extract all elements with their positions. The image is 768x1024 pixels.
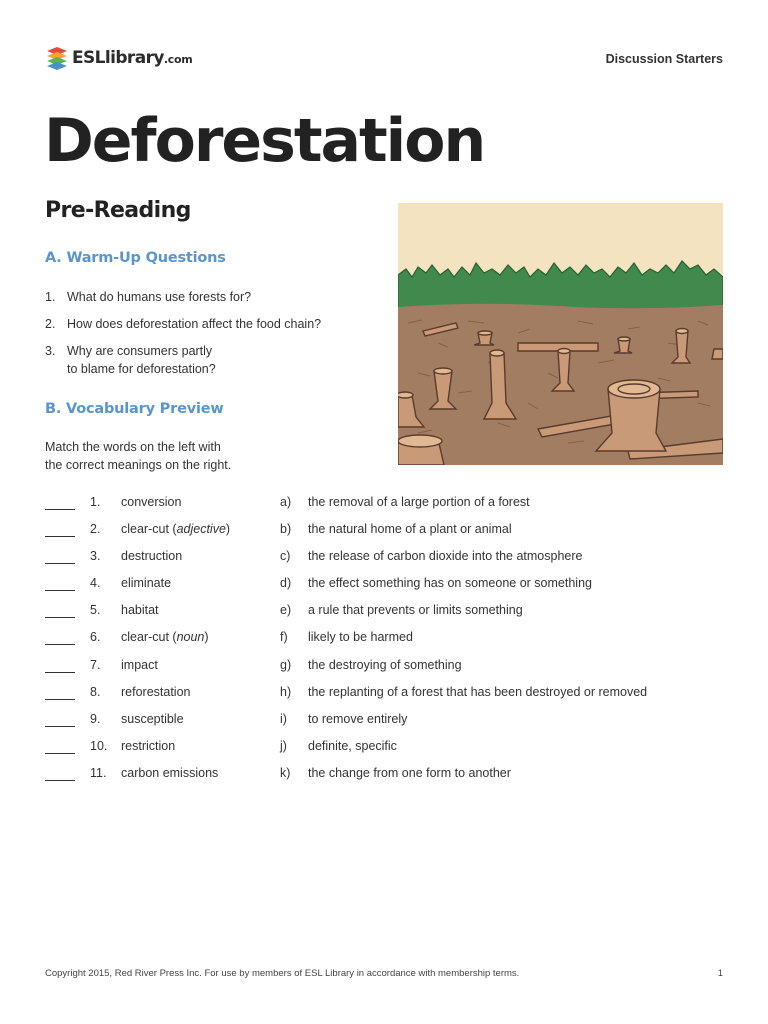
vocab-meaning: the natural home of a plant or animal (308, 522, 512, 537)
logo-wordmark: ESLlibrary.com (72, 48, 193, 68)
question-item: 2. How does deforestation affect the food chain? (45, 317, 322, 331)
answer-blank[interactable] (45, 536, 75, 537)
vocab-meaning: the destroying of something (308, 657, 462, 672)
vocab-word: conversion (121, 495, 182, 509)
vocab-meaning: the change from one form to another (308, 765, 511, 780)
vocab-row: 1. conversion a) the removal of a large portion of a forest (45, 492, 725, 519)
vocab-row: 4. eliminate d) the effect something has on someone or something (45, 573, 725, 600)
answer-blank[interactable] (45, 509, 75, 510)
question-item: 1. What do humans use forests for? (45, 290, 252, 304)
vocab-meaning: a rule that prevents or limits something (308, 603, 523, 618)
vocab-row: 8. reforestation h) the replanting of a forest that has been destroyed or removed (45, 682, 725, 709)
vocab-word: habitat (121, 603, 159, 618)
vocab-meaning: likely to be harmed (308, 630, 413, 645)
answer-blank[interactable] (45, 726, 75, 727)
vocab-word: eliminate (121, 576, 172, 591)
vocab-row: 3. destruction c) the release of carbon dioxide into the atmosphere (45, 546, 725, 573)
vocabulary-instructions: Match the words on the left with the correct meanings on the right. (45, 440, 232, 472)
esl-library-logo (45, 44, 192, 72)
vocab-meaning: definite, specific (308, 738, 397, 753)
vocab-word: reforestation (121, 684, 191, 699)
page-number: 1 (717, 968, 723, 979)
vocab-word: clear-cut (adjective) (121, 522, 231, 537)
vocab-row: 6. clear-cut (noun) f) likely to be harmed (45, 627, 725, 654)
answer-blank[interactable] (45, 590, 75, 591)
page-title: Deforestation (44, 106, 485, 176)
answer-blank[interactable] (45, 753, 75, 754)
vocab-row: 7. impact g) the destroying of something (45, 655, 725, 682)
vocab-meaning: the release of carbon dioxide into the atmosphere (308, 549, 583, 564)
vocab-row: 2. clear-cut (adjective) b) the natural home of a plant or animal (45, 519, 725, 546)
copyright-notice: Copyright 2015, Red River Press Inc. For use by members of ESL Library in accordance with membership terms. (45, 968, 520, 979)
vocab-word: susceptible (121, 711, 184, 726)
vocab-word: restriction (121, 738, 176, 753)
vocab-word: destruction (121, 549, 183, 564)
vocab-meaning: the replanting of a forest that has been destroyed or removed (308, 684, 648, 699)
tree-stumps-illustration (398, 203, 723, 465)
vocab-word: carbon emissions (121, 765, 219, 780)
vocab-row: 5. habitat e) a rule that prevents or limits something (45, 600, 725, 627)
answer-blank[interactable] (45, 563, 75, 564)
answer-blank[interactable] (45, 780, 75, 781)
vocab-word: clear-cut (noun) (121, 630, 209, 645)
vocab-meaning: the effect something has on someone or something (308, 576, 592, 591)
vocab-row: 10. restriction j) definite, specific (45, 736, 725, 763)
answer-blank[interactable] (45, 699, 75, 700)
warmup-heading: A. Warm-Up Questions (45, 250, 226, 266)
question-item: 3. Why are consumers partly to blame for deforestation? (45, 344, 216, 376)
answer-blank[interactable] (45, 617, 75, 618)
answer-blank[interactable] (45, 644, 75, 645)
vocabulary-heading: B. Vocabulary Preview (45, 401, 224, 417)
section-label: Discussion Starters (605, 52, 723, 66)
stacked-books-icon (45, 45, 69, 71)
vocabulary-matching-table (45, 492, 725, 790)
answer-blank[interactable] (45, 672, 75, 673)
vocab-meaning: the removal of a large portion of a forest (308, 495, 530, 509)
vocab-meaning: to remove entirely (308, 711, 408, 726)
page-header (45, 44, 723, 74)
vocab-word: impact (121, 657, 158, 672)
vocab-row: 11. carbon emissions k) the change from one form to another (45, 763, 725, 790)
subtitle: Pre-Reading (45, 198, 191, 223)
page-footer (45, 968, 723, 979)
warmup-question-list (45, 288, 375, 387)
vocab-row: 9. susceptible i) to remove entirely (45, 709, 725, 736)
